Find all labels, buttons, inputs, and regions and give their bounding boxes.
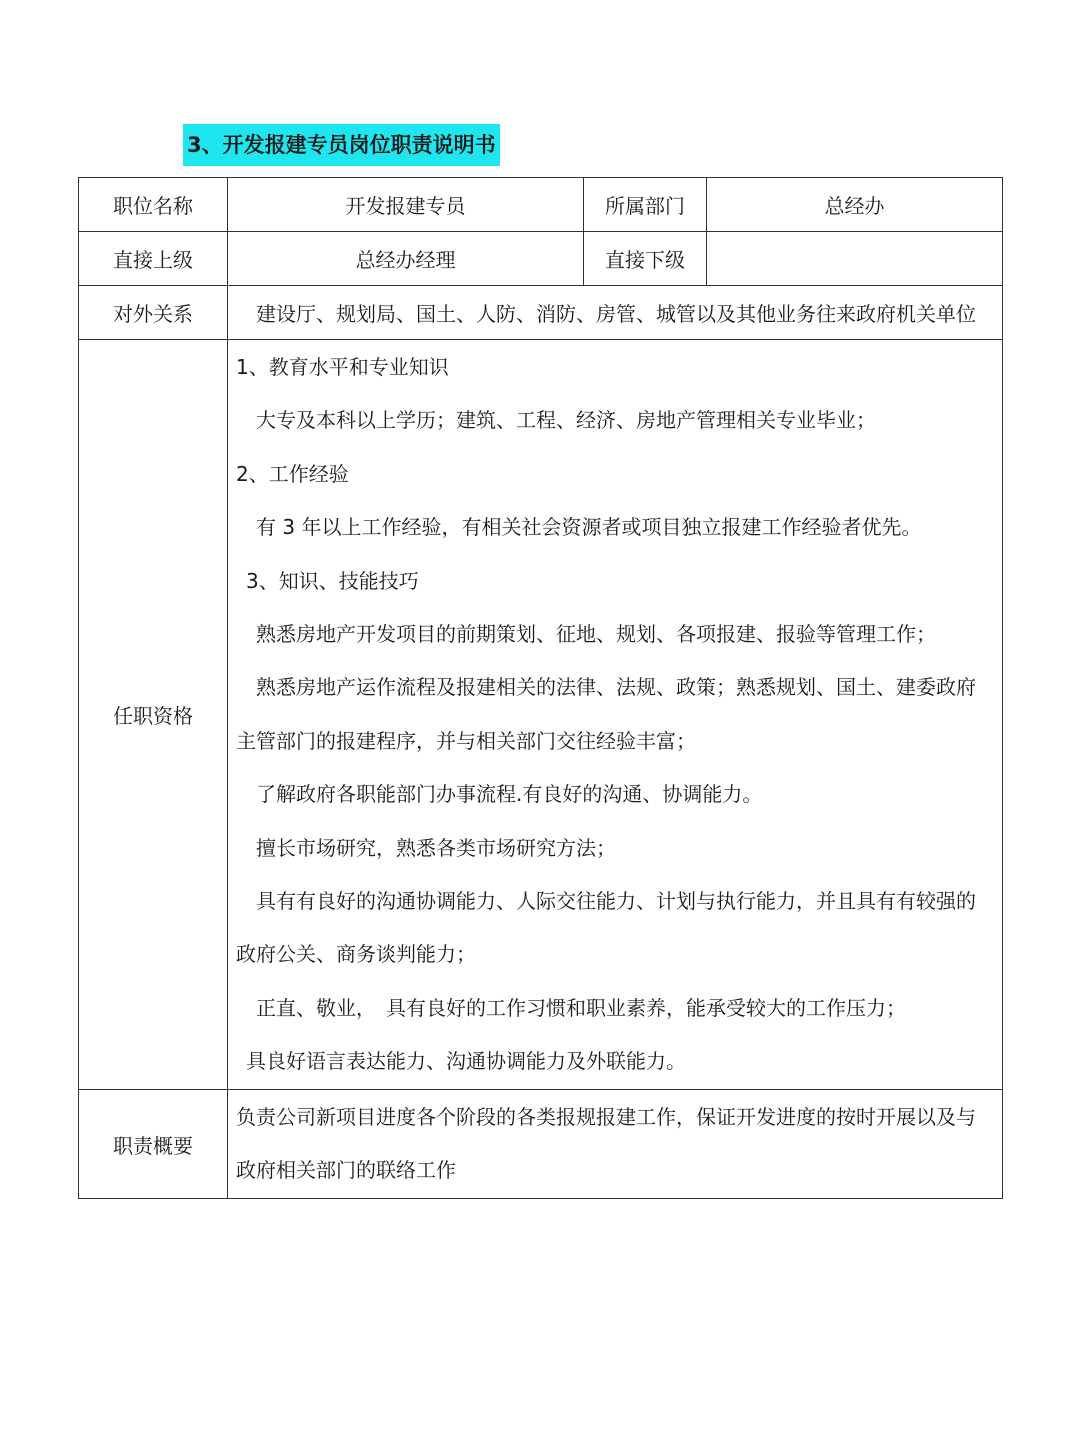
- qualification-line: 具有有良好的沟通协调能力、人际交往能力、计划与执行能力，并且具有有较强的: [256, 888, 976, 913]
- duty-line: 负责公司新项目进度各个阶段的各类报规报建工作，保证开发进度的按时开展以及与: [236, 1105, 976, 1130]
- qualification-line: 政府公关、商务谈判能力；: [236, 942, 476, 967]
- qualification-line: 正直、敬业， 具有良好的工作习惯和职业素养，能承受较大的工作压力；: [256, 995, 906, 1020]
- department-value: 总经办: [707, 178, 1003, 232]
- external-relations-label: 对外关系: [79, 286, 228, 340]
- document-title: 3、开发报建专员岗位职责说明书: [183, 124, 500, 166]
- qualification-line: 大专及本科以上学历；建筑、工程、经济、房地产管理相关专业毕业；: [256, 408, 876, 433]
- job-description-table: [78, 177, 1003, 1199]
- table-row: [79, 178, 1003, 232]
- duty-line: 政府相关部门的联络工作: [236, 1158, 456, 1183]
- qualification-line: 擅长市场研究，熟悉各类市场研究方法；: [256, 835, 616, 860]
- qualification-line: 有 3 年以上工作经验，有相关社会资源者或项目独立报建工作经验者优先。: [256, 515, 922, 540]
- qualification-content: [228, 340, 1003, 1090]
- external-relations-value: 建设厅、规划局、国土、人防、消防、房管、城管以及其他业务往来政府机关单位: [228, 286, 1003, 340]
- qualification-line: 1、教育水平和专业知识: [236, 355, 449, 379]
- table-row: [79, 232, 1003, 286]
- qualification-line: 2、工作经验: [236, 461, 349, 486]
- qualification-line: 3、知识、技能技巧: [246, 568, 419, 593]
- subordinate-value: [707, 232, 1003, 286]
- position-label: 职位名称: [79, 178, 228, 232]
- qualification-line: 主管部门的报建程序，并与相关部门交往经验丰富；: [236, 728, 696, 753]
- table-row: [79, 1090, 1003, 1199]
- department-label: 所属部门: [584, 178, 707, 232]
- qualification-line: 具良好语言表达能力、沟通协调能力及外联能力。: [246, 1049, 686, 1074]
- qualification-line: 熟悉房地产运作流程及报建相关的法律、法规、政策；熟悉规划、国土、建委政府: [256, 675, 976, 700]
- subordinate-label: 直接下级: [584, 232, 707, 286]
- superior-label: 直接上级: [79, 232, 228, 286]
- qualification-line: 了解政府各职能部门办事流程.有良好的沟通、协调能力。: [256, 782, 763, 807]
- table-row: [79, 286, 1003, 340]
- qualification-label: 任职资格: [79, 340, 228, 1090]
- table-row: [79, 340, 1003, 1090]
- superior-value: 总经办经理: [228, 232, 584, 286]
- duty-summary-content: [228, 1090, 1003, 1199]
- qualification-line: 熟悉房地产开发项目的前期策划、征地、规划、各项报建、报验等管理工作；: [256, 621, 936, 646]
- duty-summary-label: 职责概要: [79, 1090, 228, 1199]
- position-value: 开发报建专员: [228, 178, 584, 232]
